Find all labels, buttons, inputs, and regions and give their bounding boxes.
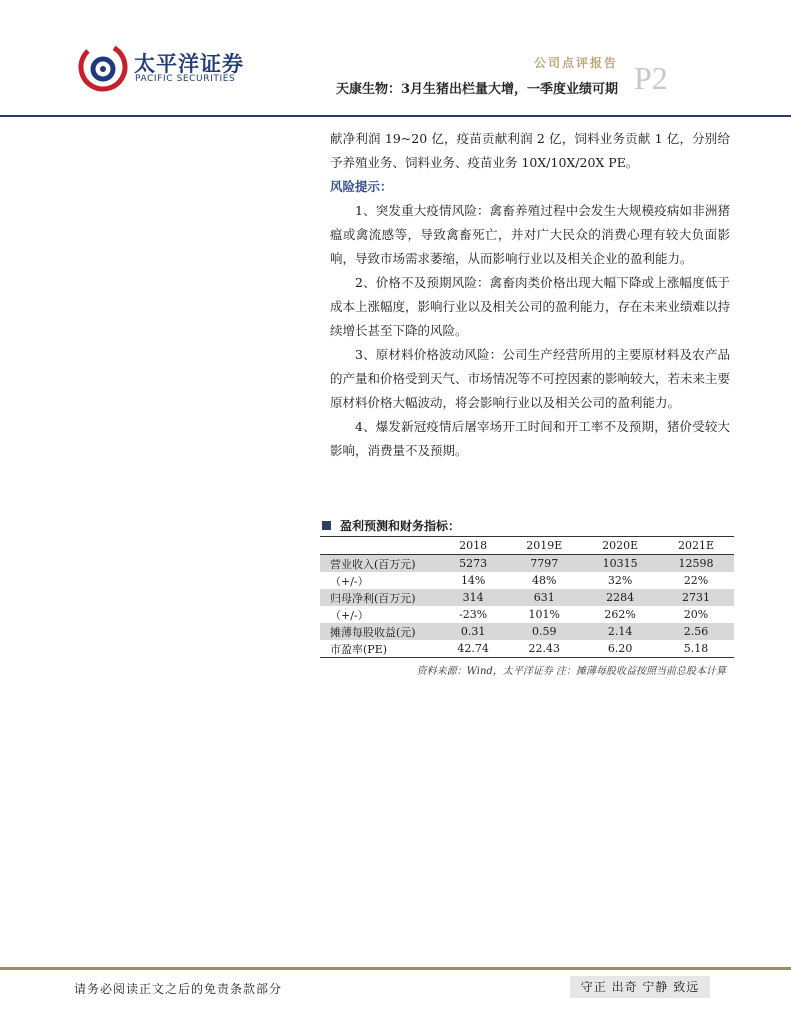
table-row: [320, 606, 734, 623]
table-cell: -23%: [459, 608, 488, 621]
table-row: [320, 623, 734, 640]
column-header: [320, 537, 440, 555]
financial-table-title-text: 盈利预测和财务指标：: [340, 519, 461, 533]
risk-section-title: 风险提示：: [330, 179, 393, 194]
table-cell: 12598: [658, 555, 734, 573]
table-cell: 2731: [658, 589, 734, 606]
table-cell: 22.43: [506, 640, 582, 658]
logo-english-name: PACIFIC SECURITIES: [135, 74, 236, 84]
table-cell: 10315: [582, 555, 658, 573]
risk-item-1: 1、突发重大疫情风险：禽畜养殖过程中会发生大规模疫病如非洲猪瘟或禽流感等，导致禽畜死亡，并对广大民众的消费心理有较大负面影响，导致市场需求萎缩，从而影响行业以及相关企业的盈利能力。: [330, 203, 730, 266]
footer-divider: [0, 967, 791, 970]
financial-table-title: [320, 518, 734, 534]
table-row: [320, 640, 734, 658]
financial-forecast-table: [320, 536, 734, 658]
table-cell: 32%: [607, 574, 633, 587]
pacific-securities-logo-icon: [78, 42, 128, 92]
table-cell: 22%: [683, 574, 709, 587]
report-type-label: 公司点评报告: [533, 56, 618, 70]
table-cell: 48%: [532, 574, 557, 587]
table-header-row: [320, 537, 734, 555]
logo-chinese-name: 太平洋证券: [134, 52, 244, 76]
row-label: 摊薄每股收益(元): [320, 623, 440, 640]
intro-paragraph: 献净利润 19~20 亿，疫苗贡献利润 2 亿，饲料业务贡献 1 亿，分别给予养殖业务、饲料业务、疫苗业务 10X/10X/20X PE。: [330, 131, 730, 170]
table-row: [320, 589, 734, 606]
table-row: [320, 572, 734, 589]
table-cell: 5.18: [658, 640, 734, 658]
page-number: P2: [634, 60, 668, 96]
table-cell: 5273: [440, 555, 506, 573]
row-label: 归母净利(百万元): [320, 589, 440, 606]
table-cell: 20%: [683, 608, 709, 621]
column-header: 2021E: [658, 537, 734, 555]
risk-item-3: 3、原材料价格波动风险：公司生产经营所用的主要原材料及农产品的产量和价格受到天气、市场情况等不可控因素的影响较大，若未来主要原材料价格大幅波动，将会影响行业以及相关公司的盈利能力。: [330, 347, 731, 410]
table-cell: 0.59: [506, 623, 582, 640]
row-label: （+/-）: [330, 608, 369, 622]
column-header: 2019E: [506, 537, 582, 555]
row-label: 营业收入(百万元): [320, 555, 440, 573]
table-cell: 2284: [582, 589, 658, 606]
report-body: [330, 127, 730, 463]
financial-forecast-section: [320, 518, 734, 677]
column-header: 2018: [440, 537, 506, 555]
table-cell: 0.31: [440, 623, 506, 640]
row-label: （+/-）: [330, 574, 369, 588]
table-cell: 7797: [506, 555, 582, 573]
footer-motto: 守正 出奇 宁静 致远: [570, 976, 710, 998]
table-cell: 2.56: [658, 623, 734, 640]
company-logo: [78, 42, 258, 92]
table-cell: 2.14: [582, 623, 658, 640]
table-cell: 14%: [460, 574, 486, 587]
table-cell: 42.74: [440, 640, 506, 658]
table-cell: 6.20: [582, 640, 658, 658]
report-subtitle: 天康生物：3月生猪出栏量大增，一季度业绩可期: [335, 82, 618, 97]
header-divider: [0, 115, 791, 117]
footer-disclaimer: 请务必阅读正文之后的免责条款部分: [74, 982, 283, 996]
table-cell: 262%: [604, 608, 636, 621]
square-bullet-icon: [322, 521, 331, 530]
data-source-note: 资料来源：Wind，太平洋证券 注：摊薄每股收益按照当前总股本计算: [416, 666, 726, 677]
column-header: 2020E: [582, 537, 658, 555]
row-label: 市盈率(PE): [320, 640, 440, 658]
risk-item-4: 4、爆发新冠疫情后屠宰场开工时间和开工率不及预期，猪价受较大影响，消费量不及预期。: [330, 419, 730, 458]
table-cell: 314: [440, 589, 506, 606]
table-row: [320, 555, 734, 573]
table-cell: 101%: [528, 608, 560, 621]
risk-item-2: 2、价格不及预期风险：禽畜肉类价格出现大幅下降或上涨幅度低于成本上涨幅度，影响行业以及相关公司的盈利能力，存在未来业绩难以持续增长甚至下降的风险。: [330, 275, 731, 338]
table-cell: 631: [506, 589, 582, 606]
